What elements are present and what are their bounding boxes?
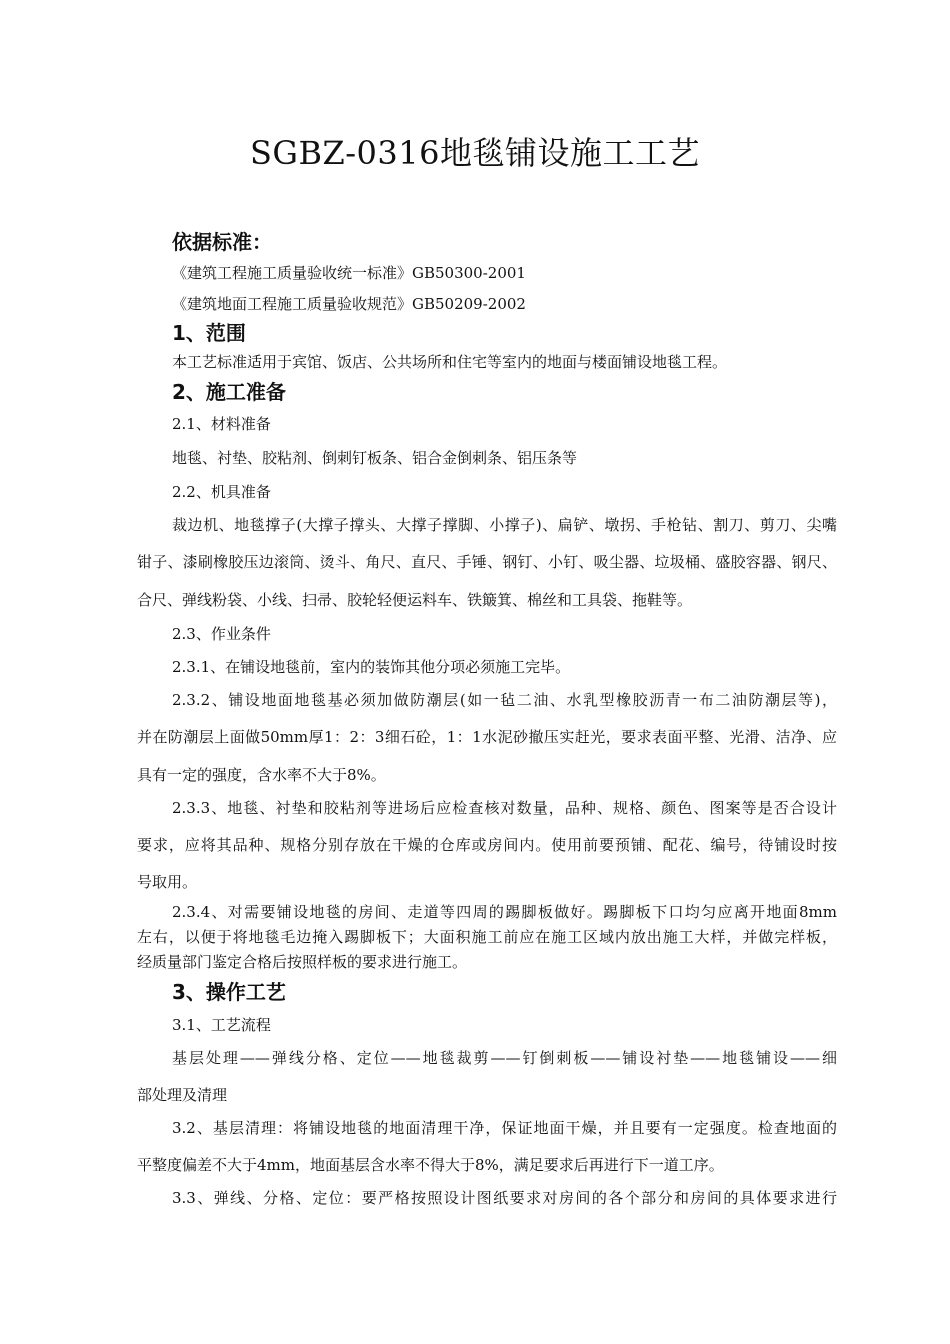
condition-2-3-2-line-2: 并在防潮层上面做50mm厚1：2：3细石砼，1：1水泥砂撤压实赶光，要求表面平整、光滑、洁净、应 [137,728,837,746]
tools-line-3: 合尺、弹线粉袋、小线、扫帚、胶轮轻便运料车、铁簸箕、棉丝和工具袋、拖鞋等。 [137,591,693,609]
condition-2-3-4-line-3: 经质量部门鉴定合格后按照样板的要求进行施工。 [137,953,468,971]
condition-2-3-3-line-1: 2.3.3、地毯、衬垫和胶粘剂等进场后应检查核对数量，品种、规格、颜色、图案等是否合设计 [172,799,837,817]
tools-line-1: 裁边机、地毯撑子(大撑子撑头、大撑子撑脚、小撑子)、扁铲、墩拐、手枪钻、割刀、剪刀、尖嘴 [172,516,837,534]
materials-text: 地毯、衬垫、胶粘剂、倒刺钉板条、铝合金倒刺条、铝压条等 [172,449,578,467]
standard-1: 《建筑工程施工质量验收统一标准》GB50300-2001 [172,264,526,282]
condition-2-3-4-line-2: 左右，以便于将地毯毛边掩入踢脚板下；大面积施工前应在施工区域内放出施工大样，并做完样板， [137,928,837,946]
condition-2-3-2-line-3: 具有一定的强度，含水率不大于8%。 [137,766,386,784]
process-flow-line-2: 部处理及清理 [137,1086,228,1104]
condition-2-3-1: 2.3.1、在铺设地毯前，室内的装饰其他分项必须施工完毕。 [172,658,571,676]
section-3-heading: 3、操作工艺 [172,980,286,1004]
condition-2-3-3-line-3: 号取用。 [137,873,198,891]
subsection-2-3: 2.3、作业条件 [172,625,271,643]
step-3-2-line-2: 平整度偏差不大于4mm，地面基层含水率不得大于8%，满足要求后再进行下一道工序。 [137,1156,724,1174]
process-flow-line-1: 基层处理——弹线分格、定位——地毯裁剪——钉倒刺板——铺设衬垫——地毯铺设——细 [172,1049,837,1067]
condition-2-3-4-line-1: 2.3.4、对需要铺设地毯的房间、走道等四周的踢脚板做好。踢脚板下口均匀应离开地面8mm [172,903,837,921]
basis-heading: 依据标准： [172,230,272,254]
step-3-2-line-1: 3.2、基层清理：将铺设地毯的地面清理干净，保证地面干燥，并且要有一定强度。检查地面的 [172,1119,837,1137]
condition-2-3-3-line-2: 要求，应将其品种、规格分别存放在干燥的仓库或房间内。使用前要预铺、配花、编号，待铺设时按 [137,836,837,854]
subsection-2-1: 2.1、材料准备 [172,415,271,433]
subsection-2-2: 2.2、机具准备 [172,483,271,501]
section-2-heading: 2、施工准备 [172,380,286,404]
condition-2-3-2-line-1: 2.3.2、铺设地面地毯基必须加做防潮层(如一毡二油、水乳型橡胶沥青一布二油防潮层等)， [172,691,837,709]
standard-2: 《建筑地面工程施工质量验收规范》GB50209-2002 [172,295,526,313]
section-1-text: 本工艺标准适用于宾馆、饭店、公共场所和住宅等室内的地面与楼面铺设地毯工程。 [172,353,728,371]
section-1-heading: 1、范围 [172,321,246,345]
step-3-3-line-1: 3.3、弹线、分格、定位：要严格按照设计图纸要求对房间的各个部分和房间的具体要求进行 [172,1189,837,1207]
subsection-3-1: 3.1、工艺流程 [172,1016,271,1034]
page-title: SGBZ-0316地毯铺设施工工艺 [250,134,700,172]
tools-line-2: 钳子、漆刷橡胶压边滚筒、烫斗、角尺、直尺、手锤、钢钉、小钉、吸尘器、垃圾桶、盛胶容器、钢尺、 [137,553,837,571]
